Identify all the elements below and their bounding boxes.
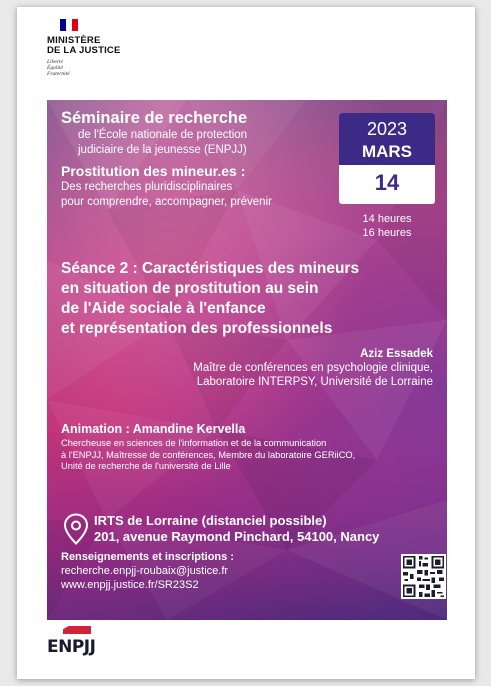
animation-description: Chercheuse en sciences de l'information et de la communication à l'ENPJJ, Maîtresse de conférences, Membre du laboratoire GERiiCO, Unité de recherche de l'université de Lille (61, 438, 356, 471)
contact-info (61, 550, 234, 592)
theme-title: Prostitution des mineur.es : (61, 163, 246, 179)
animation-title: Animation : Amandine Kervella (61, 422, 246, 436)
contact-label: Renseignements et inscriptions : (61, 551, 234, 563)
enpjj-logo-text: ENPJJ (47, 637, 96, 657)
venue-address: IRTS de Lorraine (distanciel possible) 201, avenue Raymond Pinchard, 54100, Nancy (94, 513, 380, 544)
speaker-name: Aziz Essadek (360, 348, 433, 360)
ministry-name: MINISTÈRE DE LA JUSTICE (47, 35, 121, 56)
theme-subtitle: Des recherches pluridisciplinaires pour comprendre, accompagner, prévenir (61, 181, 272, 208)
date-badge (339, 113, 435, 204)
enpjj-logo (47, 626, 107, 666)
location-pin-icon (63, 513, 89, 545)
contact-email[interactable]: recherche.enpjj-roubaix@justice.fr (61, 565, 229, 577)
date-year: 2023 (366, 119, 408, 139)
speaker-info: Aziz Essadek Maître de conférences en psychologie clinique, Laboratoire INTERPSY, Université de Lorraine (193, 348, 433, 388)
date-month: MARS (361, 142, 413, 161)
enpjj-roof-icon (63, 626, 91, 634)
french-flag-icon (60, 19, 78, 31)
flyer-page (17, 7, 475, 679)
contact-url[interactable]: www.enpjj.justice.fr/SR23S2 (61, 579, 199, 591)
poster-panel (47, 100, 447, 620)
event-times: 14 heures 16 heures (362, 213, 412, 239)
republic-motto: Liberté Égalité Fraternité (47, 59, 70, 77)
seminar-title: Séminaire de recherche (61, 109, 248, 127)
seminar-subtitle: de l'École nationale de protection judiciaire de la jeunesse (ENPJJ) (78, 129, 248, 156)
qr-code-icon[interactable] (401, 554, 446, 599)
session-title: Séance 2 : Caractéristiques des mineurs en situation de prostitution au sein de l'Aide sociale à l'enfance et représentation des professionnels (61, 260, 360, 337)
date-day: 14 (374, 170, 400, 195)
